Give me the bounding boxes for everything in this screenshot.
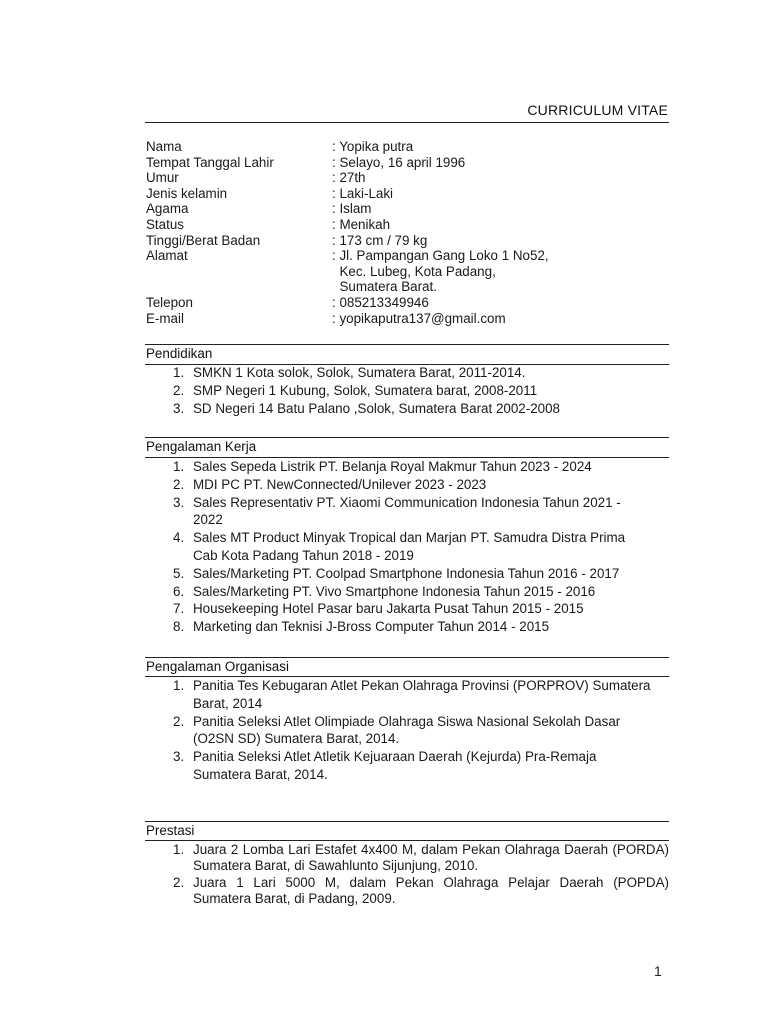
section-heading-pendidikan: Pendidikan: [146, 346, 213, 361]
title-divider: [145, 122, 669, 123]
info-label: E-mail: [146, 310, 184, 326]
item-text: Panitia Seleksi Atlet Olimpiade Olahraga Siswa Nasional Sekolah Dasar (O2SN SD) Sumatera Barat, 2014.: [193, 713, 621, 747]
list-item: [146, 583, 669, 601]
item-number: 2.: [173, 382, 185, 398]
item-text: Panitia Seleksi Atlet Atletik Kejuaraan Daerah (Kejurda) Pra-Remaja Sumatera Barat, 2014.: [193, 749, 597, 782]
info-label: Status: [146, 216, 184, 232]
list-item: [146, 494, 669, 530]
info-label: Nama: [146, 139, 182, 154]
item-text: MDI PC PT. NewConnected/Unilever 2023 - 2023: [193, 476, 487, 492]
item-text: Sales Representativ PT. Xiaomi Communication Indonesia Tahun 2021 - 2022: [193, 494, 621, 528]
item-number: 2.: [173, 476, 185, 492]
item-number: 3.: [173, 400, 185, 416]
item-text: SMP Negeri 1 Kubung, Solok, Sumatera barat, 2008-2011: [193, 382, 538, 398]
info-label: Tinggi/Berat Badan: [146, 232, 261, 248]
list-item: [146, 713, 669, 749]
item-text: Panitia Tes Kebugaran Atlet Pekan Olahraga Provinsi (PORPROV) Sumatera Barat, 2014: [193, 678, 651, 711]
info-label: Tempat Tanggal Lahir: [146, 154, 274, 170]
section-heading-kerja: Pengalaman Kerja: [146, 439, 257, 454]
info-row-telepon: [146, 295, 669, 311]
item-number: 2.: [173, 713, 185, 729]
item-text: Sales MT Product Minyak Tropical dan Marjan PT. Samudra Distra Prima Cab Kota Padang Tahun 2018 - 2019: [193, 530, 626, 563]
section-bottom-rule: [145, 840, 669, 841]
section-top-rule: [145, 821, 669, 822]
page-number: 1: [654, 963, 662, 979]
list-item: [146, 677, 669, 713]
info-row-status: [146, 217, 669, 233]
item-number: 2.: [173, 875, 185, 891]
page-title: CURRICULUM VITAE: [527, 102, 668, 118]
list-item: [146, 382, 669, 400]
item-text: Sales/Marketing PT. Vivo Smartphone Indonesia Tahun 2015 - 2016: [193, 583, 596, 599]
info-row-jenis-kelamin: [146, 186, 669, 202]
item-number: 8.: [173, 619, 185, 635]
item-number: 1.: [173, 365, 185, 380]
info-value: : 085213349946: [332, 294, 429, 310]
info-row-email: [146, 311, 669, 327]
info-value: : 173 cm / 79 kg: [332, 232, 428, 248]
item-text: Marketing dan Teknisi J-Bross Computer Tahun 2014 - 2015: [193, 619, 550, 635]
item-text: Juara 2 Lomba Lari Estafet 4x400 M, dalam Pekan Olahraga Daerah (PORDA) Sumatera Barat, di Sawahlunto Sijunjung, 2010.: [193, 842, 669, 873]
list-item: [146, 364, 669, 382]
kerja-list: [146, 458, 669, 636]
item-text: SD Negeri 14 Batu Palano ,Solok, Sumatera Barat 2002-2008: [193, 400, 560, 416]
item-number: 5.: [173, 565, 185, 581]
info-label: Agama: [146, 201, 189, 217]
list-item: [146, 476, 669, 494]
info-row-nama: [146, 139, 669, 155]
info-value: : 27th: [332, 170, 366, 186]
list-item: [146, 748, 669, 784]
item-text: Sales Sepeda Listrik PT. Belanja Royal Makmur Tahun 2023 - 2024: [193, 459, 592, 474]
item-number: 7.: [173, 601, 185, 617]
item-text: SMKN 1 Kota solok, Solok, Sumatera Barat, 2011-2014.: [193, 365, 526, 380]
section-top-rule: [145, 657, 669, 658]
item-number: 1.: [173, 459, 185, 474]
info-value: : Jl. Pampangan Gang Loko 1 No52,: [332, 248, 549, 264]
info-label: Alamat: [146, 248, 188, 264]
list-item: [146, 842, 669, 874]
item-number: 3.: [173, 494, 185, 510]
info-label: Telepon: [146, 294, 193, 310]
info-value: Kec. Lubeg, Kota Padang,: [332, 263, 496, 279]
item-number: 3.: [173, 749, 185, 765]
item-number: 1.: [173, 678, 185, 693]
list-item: [146, 565, 669, 583]
section-top-rule: [145, 344, 669, 345]
info-value: : Menikah: [332, 216, 391, 232]
list-item: [146, 400, 669, 418]
organisasi-list: [146, 677, 669, 784]
pendidikan-list: [146, 364, 669, 417]
info-value: : yopikaputra137@gmail.com: [332, 310, 506, 326]
info-value: : Yopika putra: [332, 139, 414, 154]
info-value: Sumatera Barat.: [332, 279, 437, 295]
info-value: : Selayo, 16 april 1996: [332, 154, 466, 170]
prestasi-list: [146, 842, 669, 908]
section-heading-prestasi: Prestasi: [146, 823, 195, 838]
section-top-rule: [145, 437, 669, 438]
personal-info: [146, 139, 669, 326]
list-item: [146, 600, 669, 618]
section-heading-organisasi: Pengalaman Organisasi: [146, 659, 289, 674]
info-row-alamat: [146, 248, 669, 295]
info-value: : Islam: [332, 201, 372, 217]
item-text: Housekeeping Hotel Pasar baru Jakarta Pusat Tahun 2015 - 2015: [193, 601, 584, 617]
info-label: Umur: [146, 170, 179, 186]
list-item: [146, 875, 669, 907]
item-text: Juara 1 Lari 5000 M, dalam Pekan Olahraga Pelajar Daerah (POPDA) Sumatera Barat, di Padang, 2009.: [193, 875, 669, 906]
item-number: 6.: [173, 583, 185, 599]
list-item: [146, 618, 669, 636]
item-number: 4.: [173, 530, 185, 546]
list-item: [146, 458, 669, 476]
info-value: : Laki-Laki: [332, 185, 394, 201]
info-row-ttl: [146, 155, 669, 171]
info-label: Jenis kelamin: [146, 185, 228, 201]
info-row-agama: [146, 201, 669, 217]
item-text: Sales/Marketing PT. Coolpad Smartphone Indonesia Tahun 2016 - 2017: [193, 565, 620, 581]
list-item: [146, 529, 669, 565]
info-row-umur: [146, 170, 669, 186]
info-row-tinggi-berat: [146, 233, 669, 249]
item-number: 1.: [173, 842, 185, 857]
